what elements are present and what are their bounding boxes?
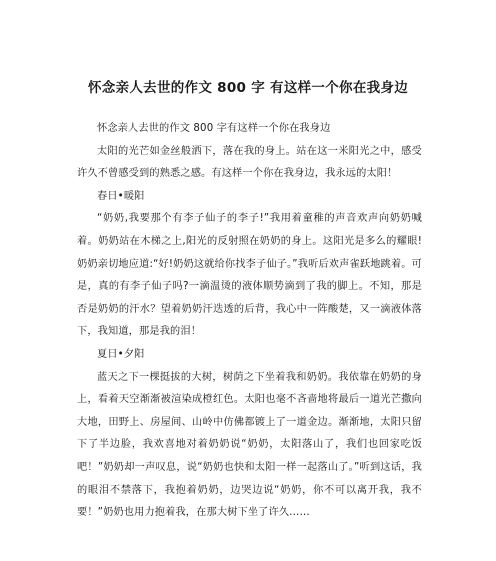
subtitle-paragraph: 怀念亲人去世的作文 800 字有这样一个你在我身边 — [97, 123, 331, 134]
document-title: 怀念亲人去世的作文 800 字 有这样一个你在我身边 — [87, 80, 409, 96]
section-heading-summer: 夏日•夕阳 — [97, 348, 145, 360]
spring-paragraph: “奶奶,我要那个有李子仙子的李子!”我用着童稚的声音欢声向奶奶喊着。奶奶站在木梯之上,阳光的反射照在奶奶的身上。这阳光是多么的耀眼!奶奶亲切地应道:“好!奶奶这就给你找李子仙子。”我听后欢声雀跃地跳着。可是，真的有李子仙子吗?一滴温烫的液体顺势滴到了我的脚上。不知，那是否是奶奶的汗水？望着奶奶汗迭透的后背，我心中一阵酸楚，又一滴液体落下，我知道，那是我的泪！ — [77, 213, 422, 338]
intro-paragraph: 太阳的光芒如金丝般洒下，落在我的身上。站在这一米阳光之中，感受许久不曾感受到的熟悉之感。有这样一个你在我身边，我永远的太阳！ — [77, 145, 422, 180]
summer-paragraph: 蓝天之下一棵挺拔的大树，树荫之下坐着我和奶奶。我依靠在奶奶的身上，看着天空渐渐被渲染成橙红色。太阳也毫不吝啬地将最后一道光芒撒向大地，田野上、房屋间、山岭中仿佛都镀上了一道金边。渐渐地，太阳只留下了半边脸，我欢喜地对着奶奶说“奶奶，太阳落山了，我们也回家吃饭吧！”奶奶却一声叹息，说“奶奶也快和太阳一样一起落山了。”听到这话，我的眼泪不禁落下，我抱着奶奶，边哭边说“奶奶，你不可以离开我，我不要！”奶奶也用力抱着我，在那大树下坐了许久…… — [77, 371, 422, 519]
section-heading-spring: 春日•暖阳 — [97, 190, 145, 202]
document-body — [77, 118, 422, 525]
